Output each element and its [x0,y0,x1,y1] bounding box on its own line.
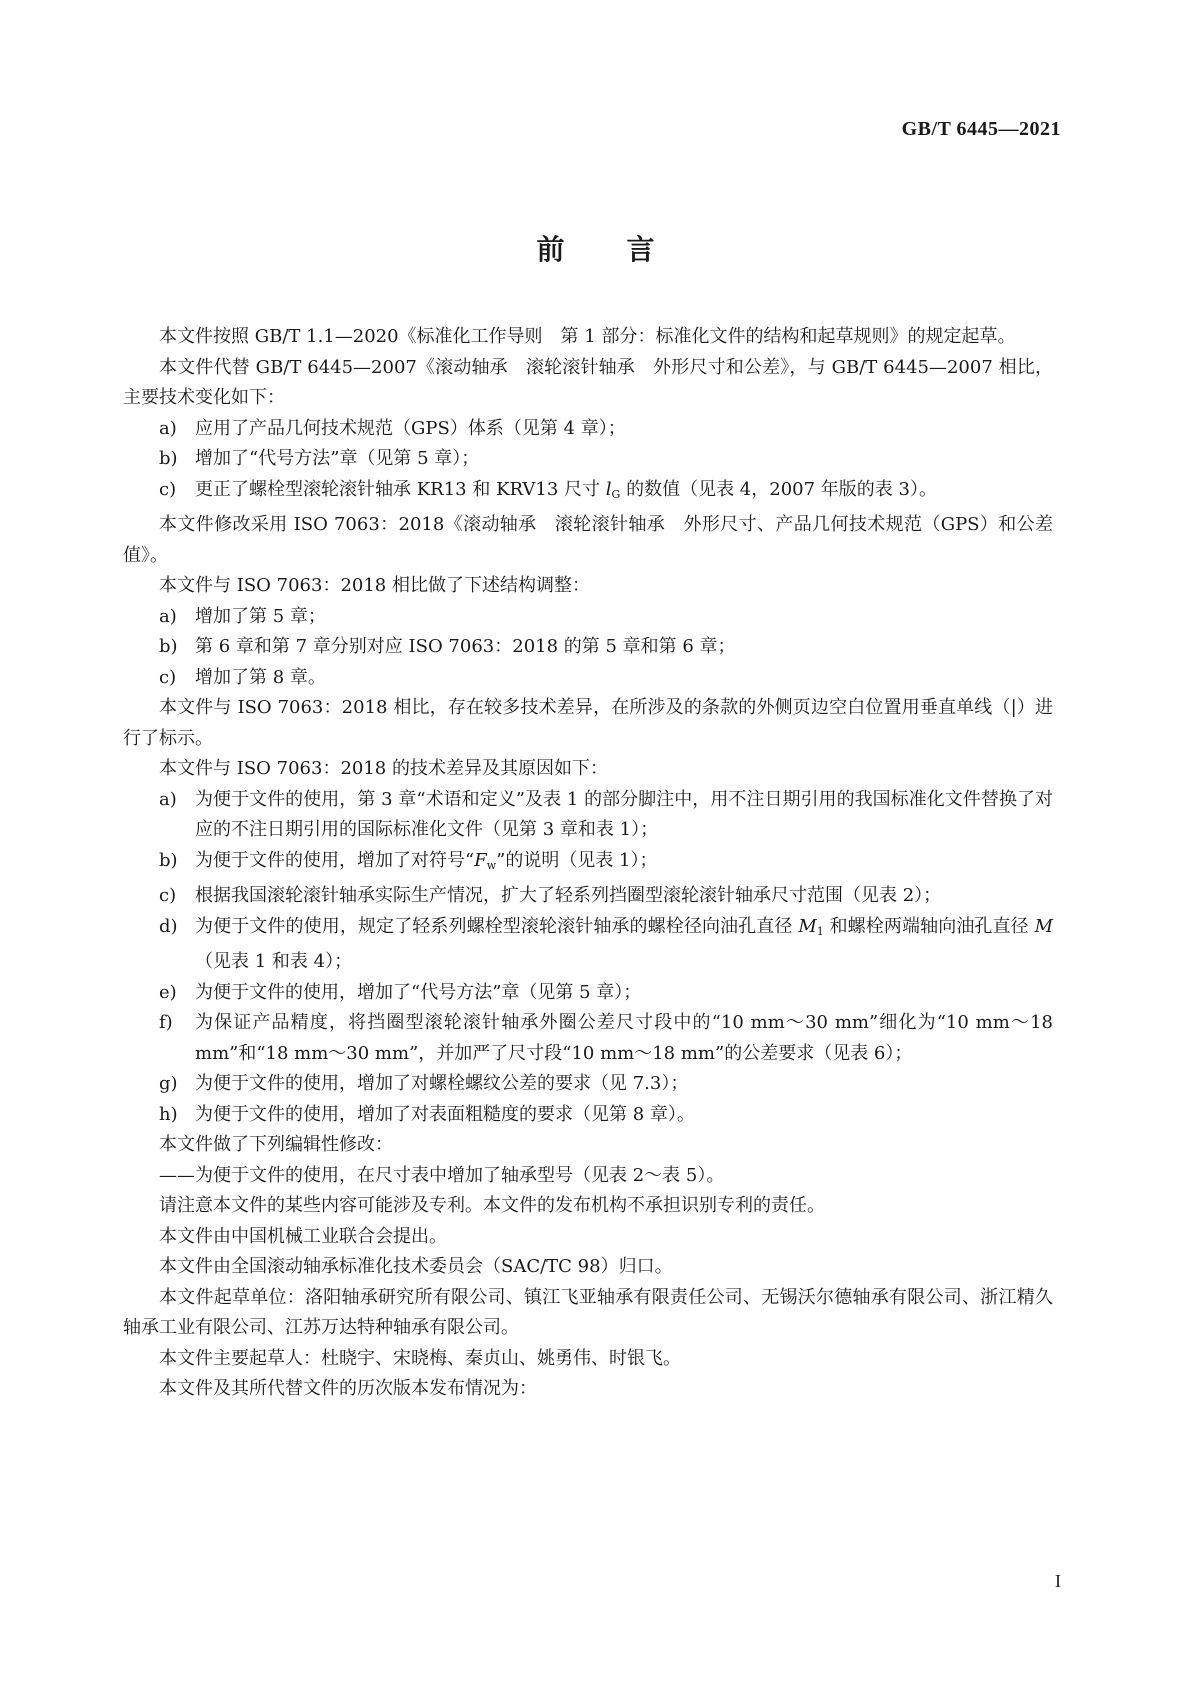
list-label: c) [159,478,177,500]
list-text: （见表 1 和表 4）； [195,951,353,972]
page-number: I [1055,1571,1061,1591]
paragraph: 本文件按照 GB/T 1.1—2020《标准化工作导则 第 1 部分：标准化文件的结构和起草规则》的规定起草。 [159,326,1016,347]
title-char-2: 言 [626,233,655,266]
list-text: 和螺栓两端轴向油孔直径 [823,915,1035,937]
paragraph: 本文件起草单位：洛阳轴承研究所有限公司、镇江飞亚轴承有限责任公司、无锡沃尔德轴承有限公司、浙江精久轴承工业有限公司、江苏万达特种轴承有限公司。 [123,1286,1053,1338]
title-char-1: 前 [536,233,565,266]
symbol-subscript: G [611,487,621,501]
list-text: ”的说明（见表 1）； [496,849,658,871]
paragraph: 本文件代替 GB/T 6445—2007《滚动轴承 滚轮滚针轴承 外形尺寸和公差》，与 GB/T 6445—2007 相比，主要技术变化如下： [123,356,1053,408]
paragraph: 本文件与 ISO 7063：2018 相比，存在较多技术差异，在所涉及的条款的外侧页边空白位置用垂直单线（|）进行了标示。 [123,697,1053,749]
list-item [123,444,1053,475]
list-label: f) [159,1012,173,1033]
paragraph: 请注意本文件的某些内容可能涉及专利。本文件的发布机构不承担识别专利的责任。 [159,1195,825,1216]
list-text: 增加了第 8 章。 [195,666,326,688]
list-text: 根据我国滚轮滚针轴承实际生产情况，扩大了轻系列挡圈型滚轮滚针轴承尺寸范围（见表 2）； [195,885,942,906]
list-item [123,663,1053,694]
list-label: b) [159,849,178,871]
paragraph: 本文件做了下列编辑性修改： [159,1134,393,1155]
list-text: 为便于文件的使用，规定了轻系列螺栓型滚轮滚针轴承的螺栓径向油孔直径 [195,915,799,937]
paragraph: 本文件修改采用 ISO 7063：2018《滚动轴承 滚轮滚针轴承 外形尺寸、产品几何技术规范（GPS）和公差值》。 [123,514,1053,566]
paragraph: 本文件主要起草人：杜晓宇、宋晓梅、秦贞山、姚勇伟、时银飞。 [159,1347,681,1369]
list-label: b) [159,448,178,469]
list-text: 为便于文件的使用，第 3 章“术语和定义”及表 1 的部分脚注中，用不注日期引用的我国标准化文件替换了对应的不注日期引用的国际标准化文件（见第 3 章和表 1）； [195,788,1053,840]
symbol: M [1034,915,1053,937]
paragraph: 本文件与 ISO 7063：2018 的技术差异及其原因如下： [159,758,608,779]
list-label: d) [159,915,178,937]
page-title [0,228,1191,268]
list-text: 第 6 章和第 7 章分别对应 ISO 7063：2018 的第 5 章和第 6 章； [195,636,736,657]
list-item [123,632,1053,663]
list-label: e) [159,981,177,1003]
list-item [123,846,1053,882]
list-text: 为便于文件的使用，增加了对符号“ [195,849,475,871]
paragraph: 本文件及其所代替文件的历次版本发布情况为： [159,1378,537,1399]
list-item [123,912,1053,978]
paragraph: 本文件由全国滚动轴承标准化技术委员会（SAC/TC 98）归口。 [159,1256,673,1277]
standard-number: GB/T 6445—2021 [901,118,1061,140]
list-text: 应用了产品几何技术规范（GPS）体系（见第 4 章）； [195,417,626,439]
list-label: a) [159,605,177,627]
symbol-subscript: w [486,858,497,872]
list-text: 的数值（见表 4，2007 年版的表 3）。 [620,478,937,500]
symbol-subscript: 1 [816,924,824,938]
foreword-body [123,322,1053,1405]
list-label: g) [159,1073,178,1094]
list-item [123,475,1053,511]
list-text: 增加了第 5 章； [195,605,326,627]
list-text: 为保证产品精度，将挡圈型滚轮滚针轴承外圈公差尺寸段中的“10 mm～30 mm”细化为“10 mm～18 mm”和“18 mm～30 mm”，并加严了尺寸段“10 mm～18 mm”的公差要求（见表 6）； [195,1012,1053,1064]
list-label: a) [159,417,177,439]
list-label: h) [159,1103,178,1125]
list-item [123,1008,1053,1069]
list-text: 更正了螺栓型滚轮滚针轴承 KR13 和 KRV13 尺寸 [195,478,606,500]
list-label: c) [159,885,177,906]
list-item [123,978,1053,1009]
list-item [123,881,1053,912]
symbol: l [605,478,612,500]
symbol: M [798,915,817,937]
dash-list-item: ——为便于文件的使用，在尺寸表中增加了轴承型号（见表 2～表 5）。 [159,1164,725,1186]
list-text: 为便于文件的使用，增加了“代号方法”章（见第 5 章）； [195,981,642,1003]
list-item [123,602,1053,633]
list-item [123,414,1053,445]
list-label: b) [159,636,178,657]
list-label: c) [159,666,177,688]
list-text: 为便于文件的使用，增加了对螺栓螺纹公差的要求（见 7.3）； [195,1073,689,1094]
symbol: F [474,849,487,871]
list-label: a) [159,788,177,810]
list-item [123,1069,1053,1100]
list-item [123,785,1053,846]
paragraph: 本文件由中国机械工业联合会提出。 [159,1225,447,1247]
list-text: 为便于文件的使用，增加了对表面粗糙度的要求（见第 8 章）。 [195,1103,695,1125]
list-text: 增加了“代号方法”章（见第 5 章）； [195,448,480,469]
paragraph: 本文件与 ISO 7063：2018 相比做了下述结构调整： [159,575,590,596]
list-item [123,1100,1053,1131]
